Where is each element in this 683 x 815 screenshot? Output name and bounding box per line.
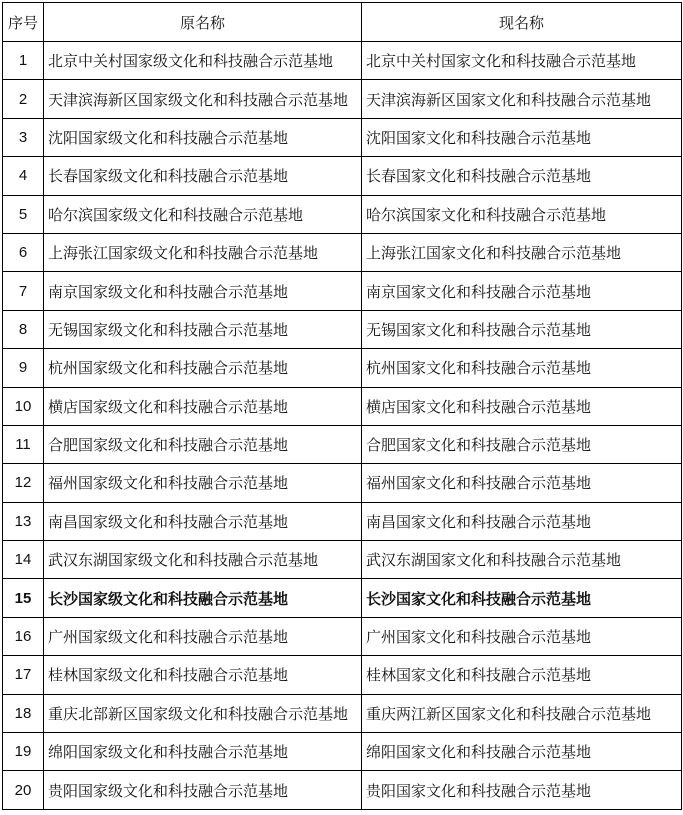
new-name-cell: 广州国家文化和科技融合示范基地 <box>362 617 682 655</box>
old-name-cell: 北京中关村国家级文化和科技融合示范基地 <box>44 42 362 80</box>
old-name-cell: 横店国家级文化和科技融合示范基地 <box>44 387 362 425</box>
table-row <box>3 80 682 118</box>
row-index-cell: 2 <box>3 80 44 118</box>
new-name-cell: 南昌国家文化和科技融合示范基地 <box>362 502 682 540</box>
table-row <box>3 579 682 617</box>
new-name-cell: 南京国家文化和科技融合示范基地 <box>362 272 682 310</box>
old-name-cell: 合肥国家级文化和科技融合示范基地 <box>44 425 362 463</box>
old-name-cell: 哈尔滨国家级文化和科技融合示范基地 <box>44 195 362 233</box>
new-name-cell: 绵阳国家文化和科技融合示范基地 <box>362 733 682 771</box>
table-row <box>3 541 682 579</box>
table-row <box>3 387 682 425</box>
row-index-cell: 14 <box>3 541 44 579</box>
old-name-cell: 长春国家级文化和科技融合示范基地 <box>44 157 362 195</box>
new-name-cell: 长沙国家文化和科技融合示范基地 <box>362 579 682 617</box>
table-row <box>3 464 682 502</box>
row-index-cell: 15 <box>3 579 44 617</box>
old-name-cell: 广州国家级文化和科技融合示范基地 <box>44 617 362 655</box>
header-new-name: 现名称 <box>362 3 682 42</box>
old-name-cell: 无锡国家级文化和科技融合示范基地 <box>44 310 362 348</box>
new-name-cell: 福州国家文化和科技融合示范基地 <box>362 464 682 502</box>
table-row <box>3 425 682 463</box>
old-name-cell: 南昌国家级文化和科技融合示范基地 <box>44 502 362 540</box>
table-row <box>3 310 682 348</box>
table-row <box>3 42 682 80</box>
row-index-cell: 5 <box>3 195 44 233</box>
header-index: 序号 <box>3 3 44 42</box>
old-name-cell: 绵阳国家级文化和科技融合示范基地 <box>44 733 362 771</box>
row-index-cell: 17 <box>3 656 44 694</box>
new-name-cell: 贵阳国家文化和科技融合示范基地 <box>362 771 682 809</box>
old-name-cell: 杭州国家级文化和科技融合示范基地 <box>44 349 362 387</box>
table-header-row <box>3 3 682 42</box>
table-row <box>3 617 682 655</box>
new-name-cell: 上海张江国家文化和科技融合示范基地 <box>362 233 682 271</box>
table-row <box>3 233 682 271</box>
table-row <box>3 272 682 310</box>
row-index-cell: 11 <box>3 425 44 463</box>
table-row <box>3 771 682 809</box>
row-index-cell: 13 <box>3 502 44 540</box>
old-name-cell: 福州国家级文化和科技融合示范基地 <box>44 464 362 502</box>
rename-table <box>2 2 682 810</box>
new-name-cell: 杭州国家文化和科技融合示范基地 <box>362 349 682 387</box>
new-name-cell: 武汉东湖国家文化和科技融合示范基地 <box>362 541 682 579</box>
row-index-cell: 6 <box>3 233 44 271</box>
row-index-cell: 10 <box>3 387 44 425</box>
table-body <box>3 42 682 810</box>
new-name-cell: 无锡国家文化和科技融合示范基地 <box>362 310 682 348</box>
new-name-cell: 天津滨海新区国家文化和科技融合示范基地 <box>362 80 682 118</box>
table-row <box>3 502 682 540</box>
old-name-cell: 贵阳国家级文化和科技融合示范基地 <box>44 771 362 809</box>
row-index-cell: 9 <box>3 349 44 387</box>
old-name-cell: 桂林国家级文化和科技融合示范基地 <box>44 656 362 694</box>
table-row <box>3 157 682 195</box>
table-row <box>3 118 682 156</box>
new-name-cell: 哈尔滨国家文化和科技融合示范基地 <box>362 195 682 233</box>
new-name-cell: 合肥国家文化和科技融合示范基地 <box>362 425 682 463</box>
table-row <box>3 195 682 233</box>
document-page <box>2 2 681 810</box>
row-index-cell: 8 <box>3 310 44 348</box>
new-name-cell: 桂林国家文化和科技融合示范基地 <box>362 656 682 694</box>
old-name-cell: 南京国家级文化和科技融合示范基地 <box>44 272 362 310</box>
table-row <box>3 349 682 387</box>
new-name-cell: 横店国家文化和科技融合示范基地 <box>362 387 682 425</box>
old-name-cell: 长沙国家级文化和科技融合示范基地 <box>44 579 362 617</box>
table-row <box>3 694 682 732</box>
row-index-cell: 12 <box>3 464 44 502</box>
old-name-cell: 沈阳国家级文化和科技融合示范基地 <box>44 118 362 156</box>
new-name-cell: 沈阳国家文化和科技融合示范基地 <box>362 118 682 156</box>
table-row <box>3 656 682 694</box>
table-row <box>3 733 682 771</box>
old-name-cell: 武汉东湖国家级文化和科技融合示范基地 <box>44 541 362 579</box>
old-name-cell: 天津滨海新区国家级文化和科技融合示范基地 <box>44 80 362 118</box>
old-name-cell: 上海张江国家级文化和科技融合示范基地 <box>44 233 362 271</box>
row-index-cell: 1 <box>3 42 44 80</box>
old-name-cell: 重庆北部新区国家级文化和科技融合示范基地 <box>44 694 362 732</box>
row-index-cell: 7 <box>3 272 44 310</box>
row-index-cell: 16 <box>3 617 44 655</box>
new-name-cell: 北京中关村国家文化和科技融合示范基地 <box>362 42 682 80</box>
row-index-cell: 4 <box>3 157 44 195</box>
row-index-cell: 18 <box>3 694 44 732</box>
new-name-cell: 重庆两江新区国家文化和科技融合示范基地 <box>362 694 682 732</box>
new-name-cell: 长春国家文化和科技融合示范基地 <box>362 157 682 195</box>
row-index-cell: 20 <box>3 771 44 809</box>
row-index-cell: 19 <box>3 733 44 771</box>
row-index-cell: 3 <box>3 118 44 156</box>
header-old-name: 原名称 <box>44 3 362 42</box>
